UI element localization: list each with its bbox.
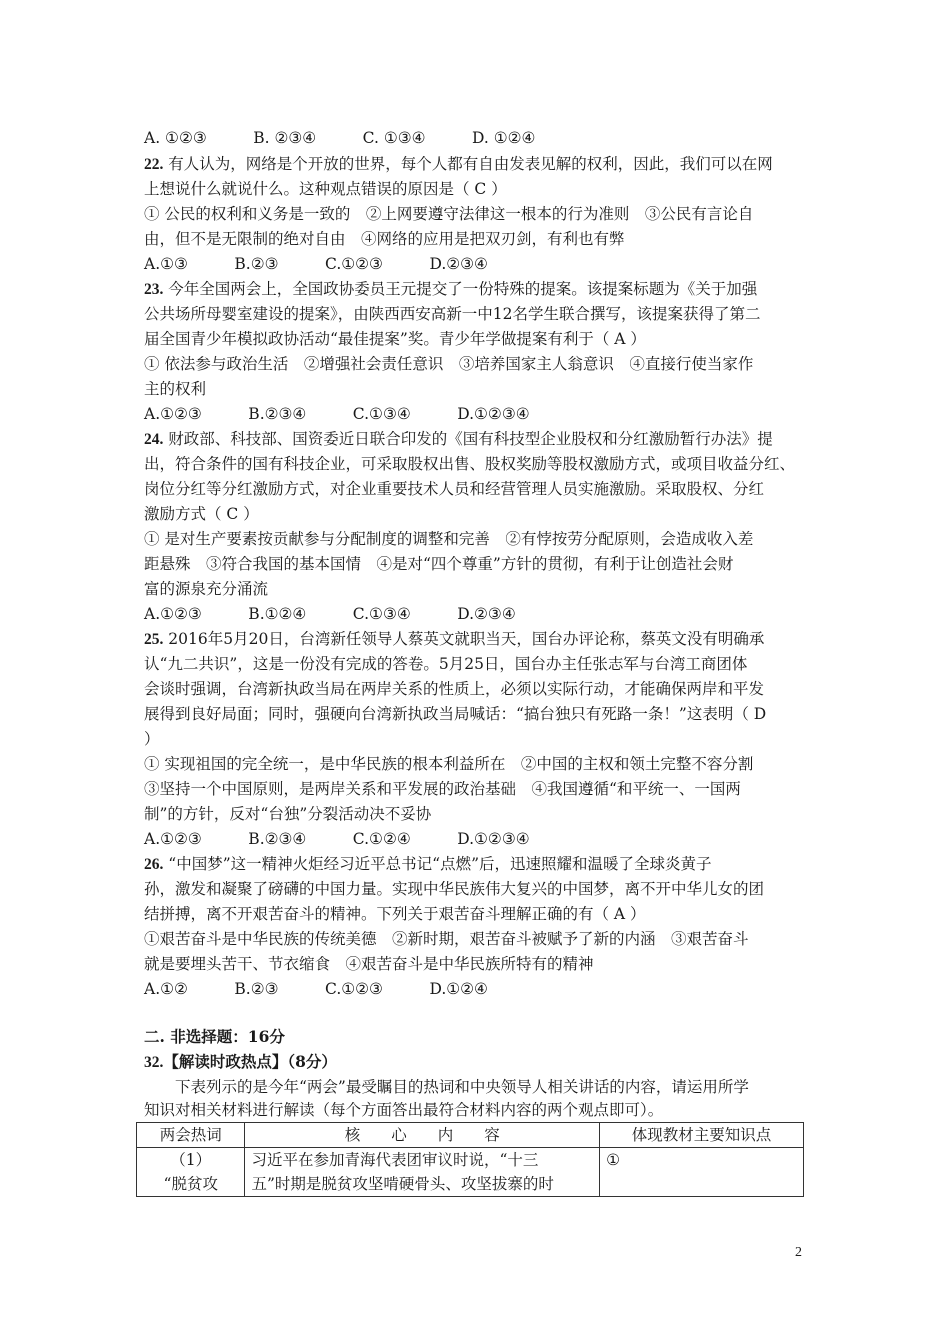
text-line: ） [144,730,160,748]
question-text: 财政部、科技部、国资委近日联合印发的《国有科技型企业股权和分红激励暂行办法》提 [163,430,773,448]
text-line: 主的权利 [144,380,207,398]
text-line: 届全国青少年模拟政协活动“最佳提案”奖。青少年学做提案有利于（ A ） [144,330,646,348]
question-number: 32. [144,1054,164,1071]
question-score: （8分） [287,1052,337,1071]
text-line: 会谈时强调，台湾新执政当局在两岸关系的性质上，必须以实际行动，才能确保两岸和平发 [144,680,765,698]
question-number: 26. [144,856,164,873]
text-line: 结拼搏，离不开艰苦奋斗的精神。下列关于艰苦奋斗理解正确的有（ A ） [144,905,646,923]
question-text: “中国梦”这一精神火炬经习近平总书记“点燃”后，迅速照耀和温暖了全球炎黄子 [163,855,712,873]
text-line: 激励方式（ C ） [144,505,259,523]
page-number: 2 [795,1245,802,1260]
question-number: 22. [144,156,164,173]
question-22 [144,154,824,175]
options-q23: A.①②③ B.②③④ C.①③④ D.①②③④ [144,405,530,423]
options-q25: A.①②③ B.②③④ C.①②④ D.①②③④ [144,830,530,848]
text-line: ① 依法参与政治生活 ②增强社会责任意识 ③培养国家主人翁意识 ④直接行使当家作 [144,355,754,373]
question-number: 25. [144,631,164,648]
question-24 [144,429,824,450]
table-row [137,1148,804,1197]
table-header-row [137,1123,804,1148]
content-line: 五”时期是脱贫攻坚啃硬骨头、攻坚拔寨的时 [251,1175,554,1193]
text-line: 富的源泉充分涌流 [144,580,269,598]
text-line: 制”的方针，反对“台独”分裂活动决不妥协 [144,805,432,823]
text-line: 由，但不是无限制的绝对自由 ④网络的应用是把双刃剑，有利也有弊 [144,230,625,248]
text-line: ③坚持一个中国原则，是两岸关系和平发展的政治基础 ④我国遵循“和平统一、一国两 [144,780,741,798]
content-line: 习近平在参加青海代表团审议时说，“十三 [251,1151,539,1169]
table-header-cell: 体现教材主要知识点 [600,1123,804,1148]
table-cell-content [245,1148,600,1197]
text-line: 就是要埋头苦干、节衣缩食 ④艰苦奋斗是中华民族所特有的精神 [144,955,594,973]
table-header-cell: 两会热词 [137,1123,245,1148]
question-25 [144,629,824,650]
text-line: ① 是对生产要素按贡献参与分配制度的调整和完善 ②有悖按劳分配原则，会造成收入差 [144,530,754,548]
text-line: 展得到良好局面；同时，强硬向台湾新执政当局喊话：“搞台独只有死路一条！”这表明（ D [144,705,767,723]
question-text: 有人认为，网络是个开放的世界，每个人都有自由发表见解的权利，因此，我们可以在网 [163,155,773,173]
keyword-line: “脱贫攻 [163,1175,218,1193]
table-cell-keyword [137,1148,245,1197]
question-title: 【解读时政热点】 [163,1052,288,1071]
keyword-line: （1） [170,1151,212,1169]
text-line: 岗位分红等分红激励方式，对企业重要技术人员和经营管理人员实施激励。采取股权、分红 [144,480,765,498]
question-text: 今年全国两会上，全国政协委员王元提交了一份特殊的提案。该提案标题为《关于加强 [163,280,758,298]
hot-topics-table [136,1122,804,1197]
text-line: 距悬殊 ③符合我国的基本国情 ④是对“四个尊重”方针的贯彻，有利于让创造社会财 [144,555,734,573]
table-cell-point: ① [600,1148,804,1197]
text-line: 上想说什么就说什么。这种观点错误的原因是（ C ） [144,180,507,198]
question-32 [144,1052,824,1073]
text-line: ① 公民的权利和义务是一致的 ②上网要遵守法律这一根本的行为准则 ③公民有言论自 [144,205,754,223]
options-q26: A.①② B.②③ C.①②③ D.①②④ [144,980,488,998]
text-line: 认“九二共识”，这是一份没有完成的答卷。5月25日，国台办主任张志军与台湾工商团体 [144,655,748,673]
options-q24: A.①②③ B.①②④ C.①③④ D.②③④ [144,605,516,623]
question-26 [144,854,824,875]
question-text: 2016年5月20日，台湾新任领导人蔡英文就职当天，国台办评论称，蔡英文没有明确承 [163,630,765,648]
text-line: 出，符合条件的国有科技企业，可采取股权出售、股权奖励等股权激励方式，或项目收益分红、 [144,455,796,473]
options-q22: A.①③ B.②③ C.①②③ D.②③④ [144,255,488,273]
text-line: ① 实现祖国的完全统一，是中华民族的根本利益所在 ②中国的主权和领土完整不容分割 [144,755,754,773]
question-number: 23. [144,281,164,298]
section-heading: 二. 非选择题：16分 [144,1027,285,1046]
table-header-cell: 核 心 内 容 [245,1123,600,1148]
text-line: 下表列示的是今年“两会”最受瞩目的热词和中央领导人相关讲话的内容，请运用所学 [144,1078,749,1096]
text-line: 知识对相关材料进行解读（每个方面答出最符合材料内容的两个观点即可）。 [144,1101,664,1119]
question-number: 24. [144,431,164,448]
text-line: 孙，激发和凝聚了磅礴的中国力量。实现中华民族伟大复兴的中国梦，离不开中华儿女的团 [144,880,765,898]
question-23 [144,279,824,300]
text-line: 公共场所母婴室建设的提案》，由陕西西安高新一中12名学生联合撰写，该提案获得了第二 [144,305,761,323]
options-q21: A. ①②③ B. ②③④ C. ①③④ D. ①②④ [144,129,536,147]
text-line: ①艰苦奋斗是中华民族的传统美德 ②新时期，艰苦奋斗被赋予了新的内涵 ③艰苦奋斗 [144,930,749,948]
